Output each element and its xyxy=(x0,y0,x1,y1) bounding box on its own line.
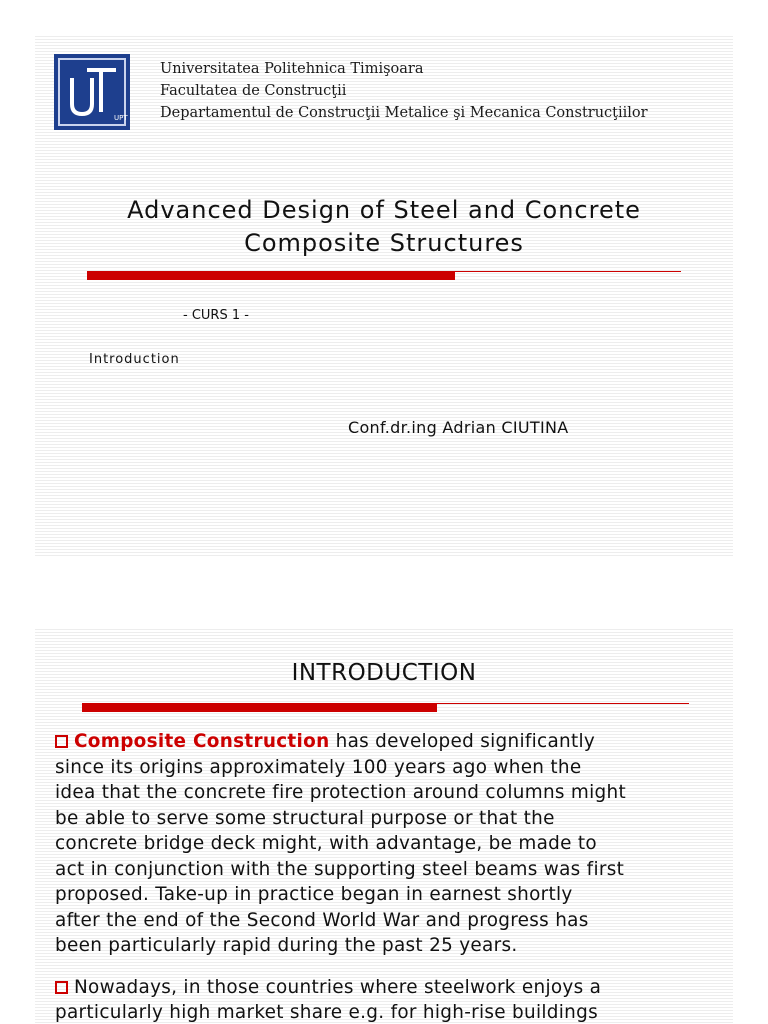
faculty-name: Facultatea de Construcţii xyxy=(160,83,347,99)
hollow-square-bullet-icon xyxy=(55,981,68,994)
heading-divider-thick xyxy=(82,704,437,712)
paragraph-1-line-1-rest: has developed significantly xyxy=(329,731,596,752)
course-number: - CURS 1 - xyxy=(183,308,249,323)
paragraph-1-line: be able to serve some structural purpose or that the xyxy=(55,807,555,829)
course-title-line-2: Composite Structures xyxy=(244,229,524,257)
paragraph-2-line-1-text: Nowadays, in those countries where steelwork enjoys a xyxy=(74,976,602,998)
paragraph-2-line-1 xyxy=(55,975,733,1001)
lecture-topic: Introduction xyxy=(89,352,180,367)
heading-divider-thin xyxy=(82,703,689,704)
course-title xyxy=(35,194,733,260)
paragraph-1-line: after the end of the Second World War and progress has xyxy=(55,909,589,931)
paragraph-1-line: concrete bridge deck might, with advantage, be made to xyxy=(55,833,597,854)
logo-text: UPT xyxy=(114,114,128,122)
paragraph-1-line: been particularly rapid during the past 25 years. xyxy=(55,935,518,956)
author-name: Conf.dr.ing Adrian CIUTINA xyxy=(348,418,569,437)
university-logo xyxy=(54,54,130,130)
introduction-slide xyxy=(35,629,733,1024)
title-divider-thin xyxy=(87,271,681,272)
department-name: Departamentul de Construcţii Metalice şi Mecanica Construcţiilor xyxy=(160,105,648,121)
title-divider-thick xyxy=(87,272,455,280)
slide-body xyxy=(55,729,733,1024)
institution-header xyxy=(160,58,648,124)
university-name: Universitatea Politehnica Timişoara xyxy=(160,61,424,77)
paragraph-1-line: proposed. Take-up in practice began in earnest shortly xyxy=(55,884,573,905)
paragraph-1-line: act in conjunction with the supporting steel beams was first xyxy=(55,858,625,880)
paragraph-1-line-1 xyxy=(55,729,733,755)
course-title-line-1: Advanced Design of Steel and Concrete xyxy=(127,196,641,224)
paragraph-2-line-2: particularly high market share e.g. for high-rise buildings xyxy=(55,1002,598,1023)
upt-logo-icon xyxy=(54,54,130,130)
section-heading: INTRODUCTION xyxy=(291,660,477,686)
key-term: Composite Construction xyxy=(74,731,330,752)
paragraph-1-line: since its origins approximately 100 years ago when the xyxy=(55,756,582,778)
title-slide xyxy=(35,36,733,556)
paragraph-1-line: idea that the concrete fire protection around columns might xyxy=(55,782,626,803)
hollow-square-bullet-icon xyxy=(55,735,68,748)
